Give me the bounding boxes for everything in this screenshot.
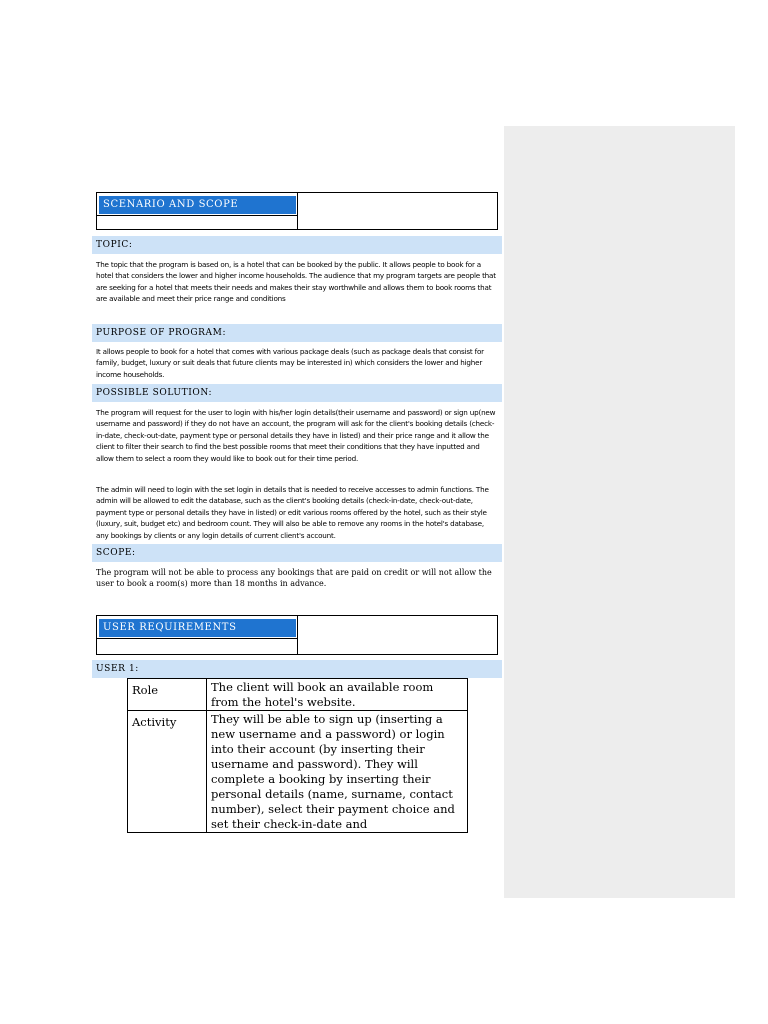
role-label: Role [128,679,207,711]
scenario-title: SCENARIO AND SCOPE [99,196,296,214]
table-row [128,711,468,833]
scenario-title-table [96,192,498,230]
title-cell [97,193,298,229]
table-row [128,679,468,711]
solution-text-user: The program will request for the user to login with his/her login details(their username and password) or sign up(new username and password) if they do not have an account, the program will ask for the client's booking details (check-in-date, check-out-date, payment type or personal details they have in listed) and their price range and it allow the client to filter their search to find the best possible rooms that meet their conditions that they have inputted and allow them to select a room they would like to book out for their time period. [96,408,496,463]
purpose-text: It allows people to book for a hotel that comes with various package deals (such as package deals that consist for family, budget, luxury or suit deals that future clients may be interested in) which considers the lower and higher income households. [96,347,484,379]
table-row-divider [97,638,298,639]
topic-heading: TOPIC: [92,236,502,254]
activity-value: They will be able to sign up (inserting a new username and a password) or login into their account (by inserting their username and password). They will complete a booking by inserting their personal details (name, surname, contact number), select their payment choice and set their check-in-date and [207,711,468,833]
scope-heading: SCOPE: [92,544,502,562]
title-cell [97,616,298,654]
purpose-heading: PURPOSE OF PROGRAM: [92,324,502,342]
table-row-divider [97,215,298,216]
solution-heading: POSSIBLE SOLUTION: [92,384,502,402]
user1-heading: USER 1: [92,660,502,678]
solution-text-admin: The admin will need to login with the set login in details that is needed to receive accesses to admin functions. The admin will be allowed to edit the database, such as the client's booking details (check-in-date, check-out-date, payment type or personal details they have in listed) or edit various rooms offered by the hotel, such as their style (luxury, suit, budget etc) and bedroom count. They will also be able to remove any rooms in the hotel's database, any bookings by clients or any login details of current client's account. [96,485,489,540]
activity-label: Activity [128,711,207,833]
comment-pane [504,126,735,898]
scope-text: The program will not be able to process any bookings that are paid on credit or will not allow the user to book a room(s) more than 18 months in advance. [96,568,492,588]
user-requirements-title: USER REQUIREMENTS [99,619,296,637]
user1-table [127,678,468,833]
user-requirements-title-table [96,615,498,655]
topic-text: The topic that the program is based on, is a hotel that can be booked by the public. It allows people to book for a hotel that considers the lower and higher income households. The audience that my program targets are people that are seeking for a hotel that meets their needs and makes their stay worthwhile and allows them to book rooms that are available and meet their price range and conditions [96,260,496,304]
role-value: The client will book an available room from the hotel's website. [207,679,468,711]
